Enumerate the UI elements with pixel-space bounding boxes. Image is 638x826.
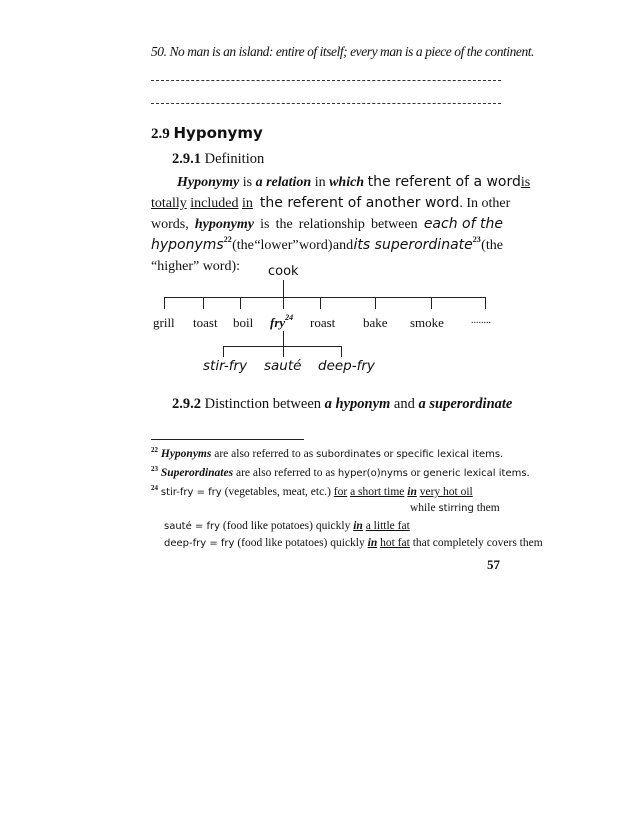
tree-branch-toast xyxy=(203,297,204,309)
footnote-24-hot-oil: very hot oil xyxy=(419,486,473,498)
footnote-deep-fry xyxy=(164,537,543,549)
example-50: 50. No man is an island: entire of itself; every man is a piece of the continent. xyxy=(151,44,534,59)
word: words, xyxy=(151,217,189,232)
tree-root-cook: cook xyxy=(268,264,299,279)
footnote-24-stirring: stirring xyxy=(438,503,474,514)
tree-branch-deep-fry xyxy=(341,346,342,357)
word: (the xyxy=(232,238,254,253)
subsection-1-heading xyxy=(172,151,264,168)
footnote-22-end: . xyxy=(500,448,503,460)
word: (the xyxy=(481,238,503,253)
footnote-24-while: while xyxy=(410,502,436,514)
definition-line-2 xyxy=(151,193,511,214)
footnote-deep-fry-text: (food like potatoes) quickly xyxy=(237,537,365,549)
term-which: which xyxy=(329,175,365,190)
subsection-2-prefix: Distinction between xyxy=(204,396,322,412)
tree-leaf-grill: grill xyxy=(153,315,175,330)
word: in xyxy=(314,175,326,190)
definition-line-5 xyxy=(151,256,503,277)
tree-leaf-more: ........ xyxy=(471,315,491,326)
footnote-24-text: (vegetables, meat, etc.) xyxy=(224,486,331,498)
footnote-23-end: . xyxy=(526,467,530,479)
tree-leaf-smoke: smoke xyxy=(410,315,444,330)
tree-horizontal-bar xyxy=(164,297,486,298)
footnote-24-short-time: a short time xyxy=(350,486,405,498)
section-title: Hyponymy xyxy=(173,124,263,142)
tree-branch-bake xyxy=(375,297,376,309)
subsection-2-term-hyponym: a hyponym xyxy=(324,396,391,412)
tree-leaf-stir-fry: stir-fry xyxy=(203,358,248,374)
footnote-saute xyxy=(164,520,410,532)
tree-leaf-boil: boil xyxy=(233,315,254,330)
phrase-referent-of-a-word: the referent of a word xyxy=(367,174,521,190)
footnote-24-for: for xyxy=(333,486,348,498)
footnote-ref-23: 23 xyxy=(472,235,481,244)
subsection-2-number: 2.9.2 xyxy=(172,396,201,412)
tree-leaf-roast: roast xyxy=(310,315,336,330)
footnote-deep-fry-hot-fat: hot fat xyxy=(380,537,410,549)
footnote-deep-fry-in: in xyxy=(367,537,378,549)
footnote-22-subordinates: subordinates xyxy=(316,449,381,460)
tree-branch-grill xyxy=(164,297,165,309)
tree-leaf-deep-fry: deep-fry xyxy=(318,358,375,374)
definition-paragraph xyxy=(151,172,531,277)
tree-leaf-fry xyxy=(270,315,293,331)
footnote-24-them: them xyxy=(476,502,500,514)
tree-leaf-saute: sauté xyxy=(264,358,302,374)
tree-branch-saute xyxy=(283,346,284,357)
word-in: in xyxy=(242,196,253,211)
word: relationship xyxy=(298,217,365,232)
term-a-relation: a relation xyxy=(255,175,312,190)
term-hyponyms: hyponyms xyxy=(151,237,224,253)
footnote-deep-fry-term: deep-fry = fry xyxy=(164,538,235,549)
footnote-23-hyperonyms: hyper(o)nyms xyxy=(337,468,408,479)
tree-root-stem xyxy=(283,280,284,298)
word-is-underlined: is xyxy=(520,175,531,190)
section-number: 2.9 xyxy=(151,126,170,142)
word-included: included xyxy=(190,196,239,211)
subsection-1-title: Definition xyxy=(204,151,265,167)
definition-line-4 xyxy=(151,235,503,256)
footnote-ref-22: 22 xyxy=(223,235,232,244)
footnote-24-number: 24 xyxy=(151,484,158,492)
footnote-23-or: or xyxy=(410,467,421,479)
footnote-22-text: are also referred to as xyxy=(214,448,314,460)
definition-line-1 xyxy=(151,172,531,193)
footnote-23-text: are also referred to as xyxy=(235,467,335,479)
footnote-22-or: or xyxy=(383,448,394,460)
footnote-saute-term: sauté = fry xyxy=(164,521,221,532)
footnote-22-number: 22 xyxy=(151,446,158,454)
term-hyponymy: Hyponymy xyxy=(177,175,240,190)
tree-leaf-bake: bake xyxy=(363,315,388,330)
page-number: 57 xyxy=(487,557,500,572)
footnote-saute-text: (food like potatoes) quickly xyxy=(222,520,351,532)
footnote-24-stir-fry: stir-fry = fry xyxy=(160,487,222,498)
phrase-referent-of-another-word: the referent of another word xyxy=(259,195,460,211)
footnote-ref-24: 24 xyxy=(285,313,294,322)
word: “lower” xyxy=(254,238,299,253)
word: word) xyxy=(299,238,333,253)
footnote-24-continued xyxy=(410,502,500,514)
tree-branch-fry xyxy=(283,297,284,309)
footnote-saute-little-fat: a little fat xyxy=(365,520,410,532)
tree-leaf-fry-label: fry xyxy=(270,315,286,330)
footnote-23 xyxy=(151,467,529,479)
tree-branch-more xyxy=(485,297,486,309)
tree-branch-roast xyxy=(320,297,321,309)
footnote-rule xyxy=(151,439,304,440)
answer-line-2 xyxy=(151,103,501,104)
footnote-23-number: 23 xyxy=(151,465,158,473)
footnote-23-term: Superordinates xyxy=(160,467,234,479)
footnote-23-generic: generic lexical items xyxy=(423,468,527,479)
term-hyponymy-2: hyponymy xyxy=(194,217,254,232)
section-heading xyxy=(151,124,263,143)
footnote-24-in: in xyxy=(407,486,417,498)
footnote-22-specific: specific lexical items xyxy=(396,449,501,460)
tree-branch-stir-fry xyxy=(223,346,224,357)
word-totally: totally xyxy=(151,196,187,211)
subsection-2-heading xyxy=(172,396,512,413)
footnote-deep-fry-rest: that completely covers them xyxy=(412,537,543,549)
subsection-2-term-superordinate: a superordinate xyxy=(418,396,513,412)
text-in-other: . In other xyxy=(459,196,511,211)
subsection-2-and: and xyxy=(393,396,415,412)
footnote-saute-in: in xyxy=(353,520,363,532)
word: the xyxy=(275,217,293,232)
word: and xyxy=(332,238,354,253)
tree-branch-boil xyxy=(240,297,241,309)
word: between xyxy=(371,217,418,232)
footnote-24 xyxy=(151,486,473,498)
tree-branch-smoke xyxy=(431,297,432,309)
word: “higher” word): xyxy=(151,259,241,274)
definition-line-3 xyxy=(151,214,503,235)
subsection-1-number: 2.9.1 xyxy=(172,151,201,167)
word: is xyxy=(242,175,253,190)
word: is xyxy=(260,217,270,232)
tree-fry-stem xyxy=(283,331,284,347)
phrase-each-of-the: each of the xyxy=(423,216,503,232)
term-its-superordinate: its superordinate xyxy=(353,237,473,253)
tree-leaf-toast: toast xyxy=(193,315,218,330)
answer-line-1 xyxy=(151,80,501,81)
footnote-22 xyxy=(151,448,503,460)
footnote-22-term: Hyponyms xyxy=(160,448,212,460)
